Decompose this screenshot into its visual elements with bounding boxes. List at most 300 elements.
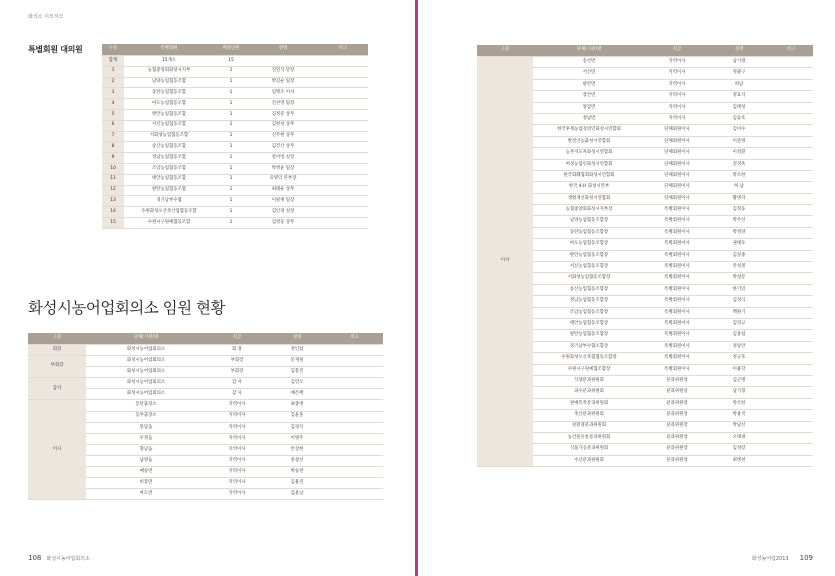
table-row [102, 88, 368, 99]
row-number: 8 [102, 142, 124, 153]
assigned-count: 1 [214, 142, 248, 153]
org-name: 남양농업협동조합장 [533, 216, 645, 227]
rank: 감 사 [206, 378, 268, 389]
org-name: 마도농업협동조합장 [533, 239, 645, 250]
section-label-special-members: 특별회원 대의원 [28, 45, 83, 54]
person-name: 허남 [709, 79, 769, 90]
note-cell [326, 378, 383, 389]
table-row [102, 109, 368, 120]
assigned-count: 1 [214, 66, 248, 77]
note-cell [326, 422, 383, 433]
org-name: 친환경분과위원회 [533, 421, 645, 432]
rank: 특별회원이사 [645, 284, 709, 295]
total-name [248, 56, 318, 67]
note-cell [326, 367, 383, 378]
assigned-count: 1 [214, 217, 248, 228]
person-name: 백원기 [709, 307, 769, 318]
person-name: 정규호 [709, 353, 769, 364]
person-name: 정인섭 [268, 345, 326, 356]
person-name: 정승만 [709, 341, 769, 352]
note-cell [326, 356, 383, 367]
note-cell [769, 125, 813, 136]
table-row [102, 163, 368, 174]
person-name: 전경옥 [709, 159, 769, 170]
rank: 지역이사 [645, 91, 709, 102]
column-header: 구분 [28, 333, 86, 345]
note-cell [769, 136, 813, 147]
group-label: 회장 [28, 345, 86, 356]
org-name: 농협중앙회화성시지부장 [533, 205, 645, 216]
org-name: 동부출장소 [86, 411, 206, 422]
person-name: 이준영 [709, 136, 769, 147]
person-name: 박청문 [709, 273, 769, 284]
org-name: 화성시농어업회의소 [86, 356, 206, 367]
org-name: 남양읍 [86, 455, 206, 466]
column-header: 구분 [477, 45, 533, 57]
org-name: 송산면 [533, 57, 645, 68]
rank: 분과위원장 [645, 444, 709, 455]
note-cell [318, 131, 368, 142]
org-name: 정남농업협동조합장 [533, 296, 645, 307]
rank: 분과위원장 [645, 398, 709, 409]
org-name: 한국 4-H 화성시본부 [533, 182, 645, 193]
table-row [28, 345, 383, 356]
assigned-count: 1 [214, 99, 248, 110]
note-cell [769, 353, 813, 364]
org-name: 경기남부수협조합장 [533, 341, 645, 352]
table-row [102, 77, 368, 88]
note-cell [769, 250, 813, 261]
member-org: 서화성농업협동조합 [124, 131, 214, 142]
row-number: 14 [102, 207, 124, 218]
note-cell [769, 159, 813, 170]
note-cell [769, 170, 813, 181]
note-cell [318, 99, 368, 110]
row-number: 7 [102, 131, 124, 142]
member-name: 최태순 상무 [248, 185, 318, 196]
column-header: 비고 [318, 44, 368, 56]
note-cell [769, 398, 813, 409]
org-name: 발전인농화성시연합회 [533, 136, 645, 147]
note-cell [769, 57, 813, 68]
rank: 분과위원장 [645, 410, 709, 421]
note-cell [769, 455, 813, 466]
member-name: 신주현 상무 [248, 131, 318, 142]
org-name: 농산물유통분과위원회 [533, 432, 645, 443]
person-name: 김태성 [709, 102, 769, 113]
member-org: 마도농업협동조합 [124, 99, 214, 110]
total-row [102, 56, 368, 67]
rank: 특별회원이사 [645, 318, 709, 329]
org-name: 태안농업협동조합장 [533, 318, 645, 329]
assigned-count: 1 [214, 88, 248, 99]
column-header: 성명 [268, 333, 326, 345]
person-name: 남기철 [709, 57, 769, 68]
org-name: 생활개선화성시연합회 [533, 193, 645, 204]
page-spine [415, 0, 418, 576]
person-name: 최병천 [709, 455, 769, 466]
assigned-count: 1 [214, 131, 248, 142]
table-row [28, 356, 383, 367]
row-number: 11 [102, 174, 124, 185]
note-cell [326, 467, 383, 478]
rank: 지역이사 [206, 478, 268, 489]
note-cell [769, 341, 813, 352]
org-name: 장안면 [533, 91, 645, 102]
org-name: 축산분과위원회 [533, 410, 645, 421]
note-cell [769, 262, 813, 273]
note-cell [326, 389, 383, 400]
member-org: 서신농업협동조합 [124, 120, 214, 131]
group-label: 감사 [28, 378, 86, 400]
rank: 지역이사 [645, 68, 709, 79]
org-name: 화성시농어업회의소 [86, 367, 206, 378]
note-cell [769, 284, 813, 295]
member-name: 유병덕 본부장 [248, 174, 318, 185]
officers-table-continued [477, 45, 813, 467]
person-name: 이성환 [709, 148, 769, 159]
note-cell [769, 410, 813, 421]
note-cell [318, 109, 368, 120]
rank: 지역이사 [206, 455, 268, 466]
person-name: 박조한 [709, 170, 769, 181]
rank: 단체회원이사 [645, 125, 709, 136]
person-name: 김근명 [709, 375, 769, 386]
org-name: 화성시농어업회의소 [86, 378, 206, 389]
note-cell [318, 174, 368, 185]
note-cell [318, 217, 368, 228]
person-name: 김승호 [709, 113, 769, 124]
rank: 지역이사 [645, 113, 709, 124]
officers-title: 화성시농어업회의소 임원 현황 [28, 299, 226, 317]
rank: 특별회원이사 [645, 216, 709, 227]
note-cell [326, 433, 383, 444]
person-name: 김경석 [268, 422, 326, 433]
rank: 단체회원이사 [645, 159, 709, 170]
org-name: 마도면 [86, 489, 206, 500]
table-row [28, 378, 383, 389]
note-cell [769, 227, 813, 238]
org-name: 봉담읍 [86, 422, 206, 433]
member-org: 남양농업협동조합 [124, 77, 214, 88]
column-header: 직급 [645, 45, 709, 57]
member-org: 수원화성오산축산업협동조합 [124, 207, 214, 218]
org-name: 팔탄면 [533, 79, 645, 90]
table-row [102, 185, 368, 196]
person-name: 문재필 [268, 356, 326, 367]
rank: 지역이사 [206, 467, 268, 478]
column-header: 단체(기관)명 [533, 45, 645, 57]
person-name: 정광구 [709, 68, 769, 79]
person-name: 최종병 [268, 400, 326, 411]
note-cell [318, 163, 368, 174]
rank: 특별회원이사 [645, 330, 709, 341]
org-name: 식품가공분과위원회 [533, 444, 645, 455]
person-name: 정효식 [709, 91, 769, 102]
assigned-count: 1 [214, 163, 248, 174]
note-cell [326, 411, 383, 422]
note-cell [769, 318, 813, 329]
note-cell [326, 345, 383, 356]
member-org: 수원시구원예협동조합 [124, 217, 214, 228]
rank: 지역이사 [206, 422, 268, 433]
rank: 단체회원이사 [645, 182, 709, 193]
rank: 지역이사 [206, 489, 268, 500]
org-name: 여성농업인화성시연합회 [533, 159, 645, 170]
org-name: 한국후계농업경영인화성시연합회 [533, 125, 645, 136]
person-name: 김상종 [709, 250, 769, 261]
table-row [102, 217, 368, 228]
rank: 지역이사 [645, 79, 709, 90]
assigned-count: 1 [214, 153, 248, 164]
member-org: 태안농업협동조합 [124, 174, 214, 185]
rank: 특별회원이사 [645, 262, 709, 273]
row-number: 4 [102, 99, 124, 110]
person-name: 김경식 [709, 296, 769, 307]
person-name: 김충섭 [709, 330, 769, 341]
org-name: 화성시농어업회의소 [86, 389, 206, 400]
org-name: 매송면 [86, 467, 206, 478]
person-name: 김연오 [268, 378, 326, 389]
person-name: 예은배 [268, 389, 326, 400]
person-name: 박주신 [709, 216, 769, 227]
note-cell [769, 375, 813, 386]
note-cell [318, 120, 368, 131]
rank: 감 사 [206, 389, 268, 400]
note-cell [769, 113, 813, 124]
person-name: 박용국 [709, 410, 769, 421]
note-cell [769, 387, 813, 398]
person-name: 오태권 [709, 432, 769, 443]
officers-table [28, 333, 383, 500]
folio-left [28, 554, 95, 562]
member-name: 김정문 상무 [248, 109, 318, 120]
page-number-left: 108 [28, 554, 42, 562]
person-name: 남기형 [709, 387, 769, 398]
org-name: 농촌지도자화성시연합회 [533, 148, 645, 159]
note-cell [769, 421, 813, 432]
special-members-table [102, 44, 368, 229]
rank: 특별회원이사 [645, 296, 709, 307]
note-cell [769, 193, 813, 204]
rank: 지역이사 [206, 433, 268, 444]
member-name: 김현성 상무 [248, 120, 318, 131]
column-header: 직급 [206, 333, 268, 345]
org-name: 양감면 [533, 102, 645, 113]
group-label: 이사 [477, 57, 533, 467]
row-number: 9 [102, 153, 124, 164]
note-cell [326, 478, 383, 489]
column-header: 성명 [248, 44, 318, 56]
org-name: 수원화성오산축협협동조합장 [533, 353, 645, 364]
assigned-count: 1 [214, 120, 248, 131]
member-org: 농협중앙회화성시지부 [124, 66, 214, 77]
rank: 지역이사 [645, 57, 709, 68]
rank: 지역이사 [206, 444, 268, 455]
column-header: 단체(기관)명 [86, 333, 206, 345]
table-row [102, 207, 368, 218]
note-cell [769, 148, 813, 159]
note-cell [769, 216, 813, 227]
assigned-count: 1 [214, 109, 248, 120]
member-name: 김인경 실장 [248, 207, 318, 218]
member-org: 동탄농업협동조합 [124, 88, 214, 99]
column-header: 비고 [326, 333, 383, 345]
rank: 특별회원이사 [645, 273, 709, 284]
org-name: 동탄출장소 [86, 400, 206, 411]
note-cell [318, 142, 368, 153]
member-name: 임병조 이사 [248, 88, 318, 99]
org-name: 수원시구원예협조합장 [533, 364, 645, 375]
note-cell [769, 273, 813, 284]
note-cell [318, 66, 368, 77]
note-cell [769, 432, 813, 443]
person-name: 홍창선 [268, 455, 326, 466]
total-org-count: 15개소 [124, 56, 214, 67]
row-number: 2 [102, 77, 124, 88]
rank: 회 장 [206, 345, 268, 356]
note-cell [769, 205, 813, 216]
note-cell [769, 296, 813, 307]
person-name: 안성철 [709, 262, 769, 273]
note-cell [326, 444, 383, 455]
member-org: 발안농업협동조합 [124, 109, 214, 120]
note-cell [769, 91, 813, 102]
member-name: 이필재 팀장 [248, 196, 318, 207]
note-cell [318, 185, 368, 196]
note-cell [769, 102, 813, 113]
table-row [102, 120, 368, 131]
person-name: 김윤남 [268, 489, 326, 500]
member-org: 경기남부수협 [124, 196, 214, 207]
column-header: 비고 [769, 45, 813, 57]
member-name: 진선영 팀장 [248, 99, 318, 110]
person-name: 한기연 [709, 284, 769, 295]
rank: 분과위원장 [645, 421, 709, 432]
column-header: 성명 [709, 45, 769, 57]
rank: 지역이사 [206, 411, 268, 422]
table-row [102, 196, 368, 207]
person-name: 허 남 [709, 182, 769, 193]
column-header: 배정인원 [214, 44, 248, 56]
org-name: 동탄농업협동조합장 [533, 227, 645, 238]
table-row [102, 142, 368, 153]
org-name: 송산농업협동조합장 [533, 284, 645, 295]
org-name: 원예특작분과위원회 [533, 398, 645, 409]
note-cell [769, 330, 813, 341]
member-org: 조암농업협동조합 [124, 163, 214, 174]
org-name: 한국화훼협회화성시연합회 [533, 170, 645, 181]
row-number: 6 [102, 120, 124, 131]
column-header: 특별회원 [124, 44, 214, 56]
right-page [419, 0, 835, 576]
person-name: 박승관 [268, 467, 326, 478]
column-header: 구분 [102, 44, 124, 56]
person-name: 김봉진 [268, 367, 326, 378]
note-cell [318, 196, 368, 207]
rank: 특별회원이사 [645, 227, 709, 238]
note-cell [318, 207, 368, 218]
assigned-count: 1 [214, 207, 248, 218]
folio-title-right: 화성농어업2013 [751, 556, 789, 562]
rank: 부회장 [206, 356, 268, 367]
note-cell [769, 239, 813, 250]
note-cell [318, 77, 368, 88]
person-name: 임경랑 [709, 444, 769, 455]
rank: 분과위원장 [645, 455, 709, 466]
row-number: 3 [102, 88, 124, 99]
table-row [102, 174, 368, 185]
note-cell [326, 455, 383, 466]
folio-title-left: 화성시농어업회의소 [46, 556, 90, 562]
person-name: 권태우 [709, 239, 769, 250]
rank: 단체회원이사 [645, 193, 709, 204]
person-name: 박조한 [709, 398, 769, 409]
rank: 특별회원이사 [645, 250, 709, 261]
person-name: 박남선 [709, 421, 769, 432]
rank: 특별회원이사 [645, 341, 709, 352]
note-cell [769, 68, 813, 79]
table-row [102, 131, 368, 142]
running-head: 화의소 이모저모 [28, 14, 64, 20]
rank: 단체회원이사 [645, 136, 709, 147]
org-name: 발안농업협동조합장 [533, 250, 645, 261]
row-number: 12 [102, 185, 124, 196]
page-number-right: 109 [799, 554, 813, 562]
assigned-count: 1 [214, 174, 248, 185]
member-org: 송산농업협동조합 [124, 142, 214, 153]
group-label: 부회장 [28, 356, 86, 378]
org-name: 팔탄농업협동조합장 [533, 330, 645, 341]
member-org: 정남농업협동조합 [124, 153, 214, 164]
left-page [0, 0, 416, 576]
row-number: 15 [102, 217, 124, 228]
rank: 지역이사 [206, 400, 268, 411]
org-name: 조암농업협동조합장 [533, 307, 645, 318]
rank: 특별회원이사 [645, 239, 709, 250]
rank: 특별회원이사 [645, 353, 709, 364]
note-cell [769, 307, 813, 318]
rank: 분과위원장 [645, 387, 709, 398]
note-cell [318, 153, 368, 164]
row-number: 10 [102, 163, 124, 174]
total-assigned: 15 [214, 56, 248, 67]
assigned-count: 1 [214, 77, 248, 88]
org-name: 식량분과위원회 [533, 375, 645, 386]
person-name: 황명자 [709, 193, 769, 204]
org-name: 서신면 [533, 68, 645, 79]
member-name: 강미영 실장 [248, 153, 318, 164]
note-cell [769, 364, 813, 375]
person-name: 박정양 [709, 227, 769, 238]
person-name: 김정웅 [709, 205, 769, 216]
table-row [28, 400, 383, 411]
table-row [102, 99, 368, 110]
assigned-count: 1 [214, 196, 248, 207]
person-name: 김용진 [268, 478, 326, 489]
org-name: 서화성농업협동조합장 [533, 273, 645, 284]
member-name: 진민식 단장 [248, 66, 318, 77]
member-name: 박길순 팀장 [248, 77, 318, 88]
member-org: 팔탄농업협동조합 [124, 185, 214, 196]
org-name: 화성시농어업회의소 [86, 345, 206, 356]
person-name: 김이수 [709, 125, 769, 136]
total-label: 합계 [102, 56, 124, 67]
row-number: 5 [102, 109, 124, 120]
rank: 지역이사 [645, 102, 709, 113]
rank: 특별회원이사 [645, 364, 709, 375]
org-name: 향남읍 [86, 444, 206, 455]
